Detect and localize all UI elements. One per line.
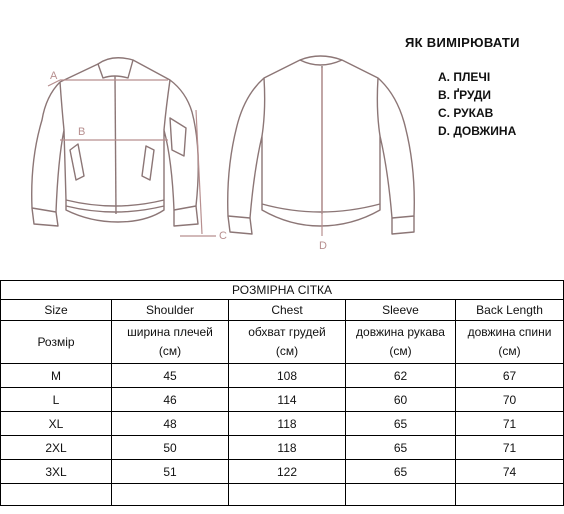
table-row bbox=[1, 412, 564, 436]
table-row bbox=[1, 364, 564, 388]
cell-size: 2XL bbox=[1, 436, 112, 460]
subheader-row bbox=[1, 321, 564, 364]
header-size: Size bbox=[1, 300, 112, 321]
table-title-row bbox=[1, 281, 564, 300]
empty-cell bbox=[456, 484, 564, 506]
cell-chest: 118 bbox=[229, 436, 346, 460]
table-row bbox=[1, 460, 564, 484]
empty-cell bbox=[1, 484, 112, 506]
cell-size: L bbox=[1, 388, 112, 412]
cell-shoulder: 50 bbox=[112, 436, 229, 460]
table-row bbox=[1, 436, 564, 460]
header-sleeve: Sleeve bbox=[346, 300, 456, 321]
cell-sleeve: 65 bbox=[346, 460, 456, 484]
subheader-back-length bbox=[456, 321, 564, 364]
cell-sleeve: 62 bbox=[346, 364, 456, 388]
cell-back-length: 71 bbox=[456, 436, 564, 460]
cell-size: 3XL bbox=[1, 460, 112, 484]
measure-letter-d: D bbox=[319, 240, 327, 252]
empty-row bbox=[1, 484, 564, 506]
cell-size: M bbox=[1, 364, 112, 388]
cell-shoulder: 45 bbox=[112, 364, 229, 388]
legend-item-sleeve: C. РУКАВ bbox=[438, 106, 494, 120]
measure-letter-a: A bbox=[50, 70, 58, 82]
header-chest: Chest bbox=[229, 300, 346, 321]
size-chart-table bbox=[0, 280, 564, 506]
legend-item-chest: B. ҐРУДИ bbox=[438, 88, 492, 102]
header-back-length: Back Length bbox=[456, 300, 564, 321]
subheader-shoulder bbox=[112, 321, 229, 364]
subheader-back-length-label: довжина спини bbox=[467, 325, 552, 339]
measurement-legend bbox=[438, 68, 516, 140]
cell-shoulder: 46 bbox=[112, 388, 229, 412]
cell-shoulder: 48 bbox=[112, 412, 229, 436]
cell-size: XL bbox=[1, 412, 112, 436]
subheader-sleeve-unit: (см) bbox=[389, 344, 412, 358]
header-shoulder: Shoulder bbox=[112, 300, 229, 321]
empty-cell bbox=[346, 484, 456, 506]
cell-sleeve: 65 bbox=[346, 412, 456, 436]
subheader-shoulder-unit: (см) bbox=[158, 344, 182, 358]
cell-back-length: 70 bbox=[456, 388, 564, 412]
size-chart-title: РОЗМІРНА СІТКА bbox=[1, 281, 564, 300]
legend-item-length: D. ДОВЖИНА bbox=[438, 124, 517, 138]
cell-chest: 118 bbox=[229, 412, 346, 436]
cell-sleeve: 60 bbox=[346, 388, 456, 412]
subheader-chest bbox=[229, 321, 346, 364]
front-jacket bbox=[32, 58, 199, 226]
empty-cell bbox=[229, 484, 346, 506]
subheader-chest-unit: (см) bbox=[275, 344, 299, 358]
subheader-chest-label: обхват грудей bbox=[248, 325, 326, 339]
cell-chest: 114 bbox=[229, 388, 346, 412]
subheader-shoulder-label: ширина плечей bbox=[127, 325, 213, 339]
subheader-back-length-unit: (см) bbox=[498, 344, 521, 358]
back-jacket bbox=[228, 56, 415, 234]
cell-shoulder: 51 bbox=[112, 460, 229, 484]
cell-chest: 108 bbox=[229, 364, 346, 388]
legend-item-shoulders: A. ПЛЕЧІ bbox=[438, 70, 491, 84]
subheader-sleeve bbox=[346, 321, 456, 364]
empty-cell bbox=[112, 484, 229, 506]
subheader-size-label: Розмір bbox=[37, 334, 75, 349]
subheader-sleeve-label: довжина рукава bbox=[356, 325, 445, 339]
cell-back-length: 71 bbox=[456, 412, 564, 436]
subheader-size bbox=[1, 321, 112, 364]
header-row bbox=[1, 300, 564, 321]
cell-sleeve: 65 bbox=[346, 436, 456, 460]
cell-back-length: 67 bbox=[456, 364, 564, 388]
table-row bbox=[1, 388, 564, 412]
cell-back-length: 74 bbox=[456, 460, 564, 484]
measure-letter-c: C bbox=[219, 230, 227, 242]
how-to-measure-title: ЯК ВИМІРЮВАТИ bbox=[405, 35, 520, 50]
measure-letter-b: B bbox=[78, 126, 86, 138]
cell-chest: 122 bbox=[229, 460, 346, 484]
